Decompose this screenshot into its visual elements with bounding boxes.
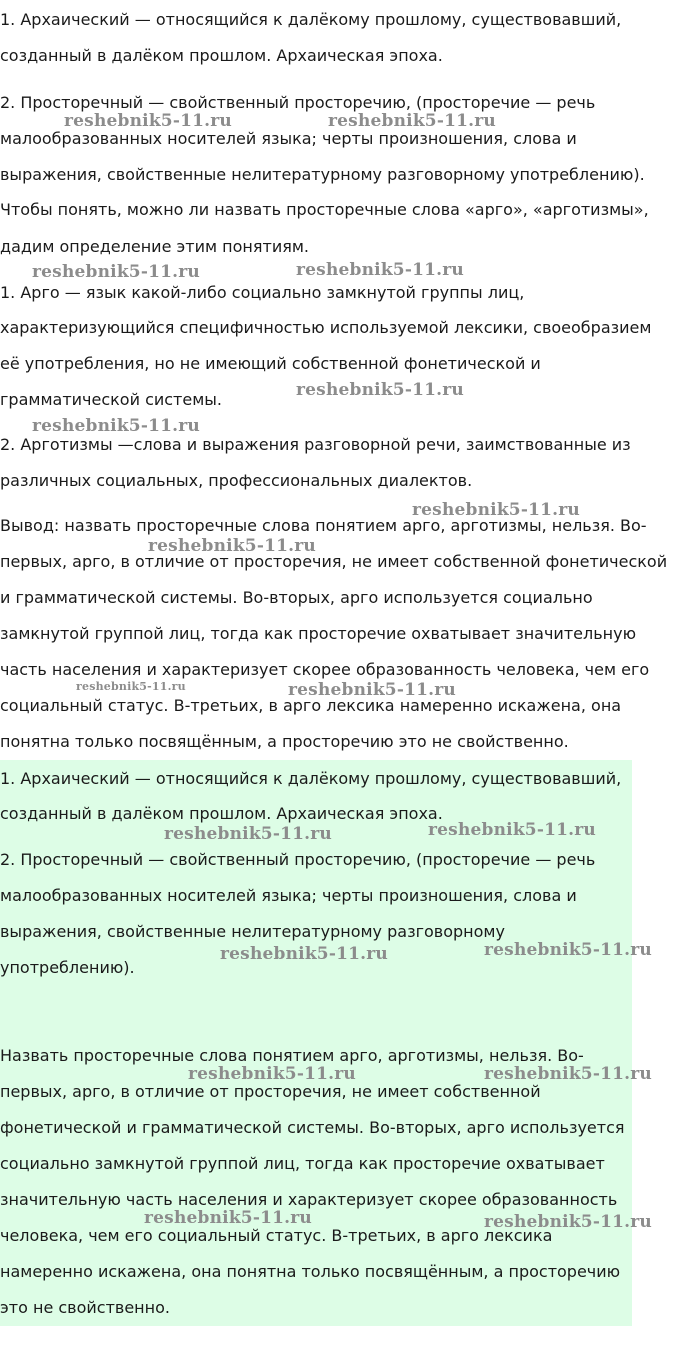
watermark: reshebnik5-11.ru xyxy=(484,1064,652,1084)
watermark: reshebnik5-11.ru xyxy=(412,500,580,520)
text-line: малообразованных носителей языка; черты произношения, слова и xyxy=(0,129,577,148)
text-line: малообразованных носителей языка; черты произношения, слова и xyxy=(0,886,577,905)
text-line: значительную часть населения и характеризует скорее образованность xyxy=(0,1190,618,1209)
watermark: reshebnik5-11.ru xyxy=(32,262,200,282)
text-line: человека, чем его социальный статус. В-третьих, в арго лексика xyxy=(0,1226,553,1245)
text-line: 2. Просторечный — свойственный просторечию, (просторечие — речь xyxy=(0,93,596,112)
watermark: reshebnik5-11.ru xyxy=(484,1212,652,1232)
watermark: reshebnik5-11.ru xyxy=(296,380,464,400)
watermark: reshebnik5-11.ru xyxy=(32,416,200,436)
text-line: дадим определение этим понятиям. xyxy=(0,237,309,256)
text-line: созданный в далёком прошлом. Архаическая эпоха. xyxy=(0,46,443,65)
text-line: 1. Архаический — относящийся к далёкому прошлому, существовавший, xyxy=(0,769,622,788)
text-line: 1. Архаический — относящийся к далёкому прошлому, существовавший, xyxy=(0,10,622,29)
text-line: это не свойственно. xyxy=(0,1298,170,1317)
watermark: reshebnik5-11.ru xyxy=(188,1064,356,1084)
text-line: созданный в далёком прошлом. Архаическая эпоха. xyxy=(0,804,443,823)
text-line: социальный статус. В-третьих, в арго лексика намеренно искажена, она xyxy=(0,696,622,715)
watermark: reshebnik5-11.ru xyxy=(296,260,464,280)
text-line: грамматической системы. xyxy=(0,390,223,409)
text-line: фонетической и грамматической системы. Во-вторых, арго используется xyxy=(0,1118,625,1137)
text-line: замкнутой группой лиц, тогда как просторечие охватывает значительную xyxy=(0,624,637,643)
watermark: reshebnik5-11.ru xyxy=(144,1208,312,1228)
text-line: её употребления, но не имеющий собственной фонетической и xyxy=(0,354,541,373)
text-line: Чтобы понять, можно ли назвать просторечные слова «арго», «арготизмы», xyxy=(0,200,649,219)
watermark: reshebnik5-11.ru xyxy=(164,824,332,844)
watermark: reshebnik5-11.ru xyxy=(64,111,232,131)
text-line: 2. Просторечный — свойственный просторечию, (просторечие — речь xyxy=(0,850,596,869)
watermark: reshebnik5-11.ru xyxy=(220,944,388,964)
text-line: 1. Арго — язык какой-либо социально замкнутой группы лиц, xyxy=(0,283,525,302)
watermark: reshebnik5-11.ru xyxy=(148,536,316,556)
text-line: Вывод: назвать просторечные слова понятием арго, арготизмы, нельзя. Во- xyxy=(0,516,647,535)
watermark: reshebnik5-11.ru xyxy=(484,940,652,960)
text-line: и грамматической системы. Во-вторых, арго используется социально xyxy=(0,588,593,607)
text-line: понятна только посвящённым, а просторечию это не свойственно. xyxy=(0,732,569,751)
text-line: намеренно искажена, она понятна только посвящённым, а просторечию xyxy=(0,1262,621,1281)
text-line: выражения, свойственные нелитературному разговорному xyxy=(0,922,505,941)
text-line: социально замкнутой группой лиц, тогда как просторечие охватывает xyxy=(0,1154,605,1173)
watermark: reshebnik5-11.ru xyxy=(288,680,456,700)
text-line: 2. Арготизмы —слова и выражения разговорной речи, заимствованные из xyxy=(0,435,631,454)
text-line: часть населения и характеризует скорее образованность человека, чем его xyxy=(0,660,650,679)
text-line: употреблению). xyxy=(0,958,135,977)
text-line: Назвать просторечные слова понятием арго, арготизмы, нельзя. Во- xyxy=(0,1046,584,1065)
text-line: различных социальных, профессиональных диалектов. xyxy=(0,471,473,490)
text-line: первых, арго, в отличие от просторечия, не имеет собственной xyxy=(0,1082,541,1101)
watermark: reshebnik5-11.ru xyxy=(428,820,596,840)
text-line: первых, арго, в отличие от просторечия, не имеет собственной фонетической xyxy=(0,552,668,571)
watermark: reshebnik5-11.ru xyxy=(328,111,496,131)
text-line: выражения, свойственные нелитературному разговорному употреблению). xyxy=(0,165,645,184)
watermark: reshebnik5-11.ru xyxy=(76,680,186,693)
text-line: характеризующийся специфичностью используемой лексики, своеобразием xyxy=(0,318,652,337)
